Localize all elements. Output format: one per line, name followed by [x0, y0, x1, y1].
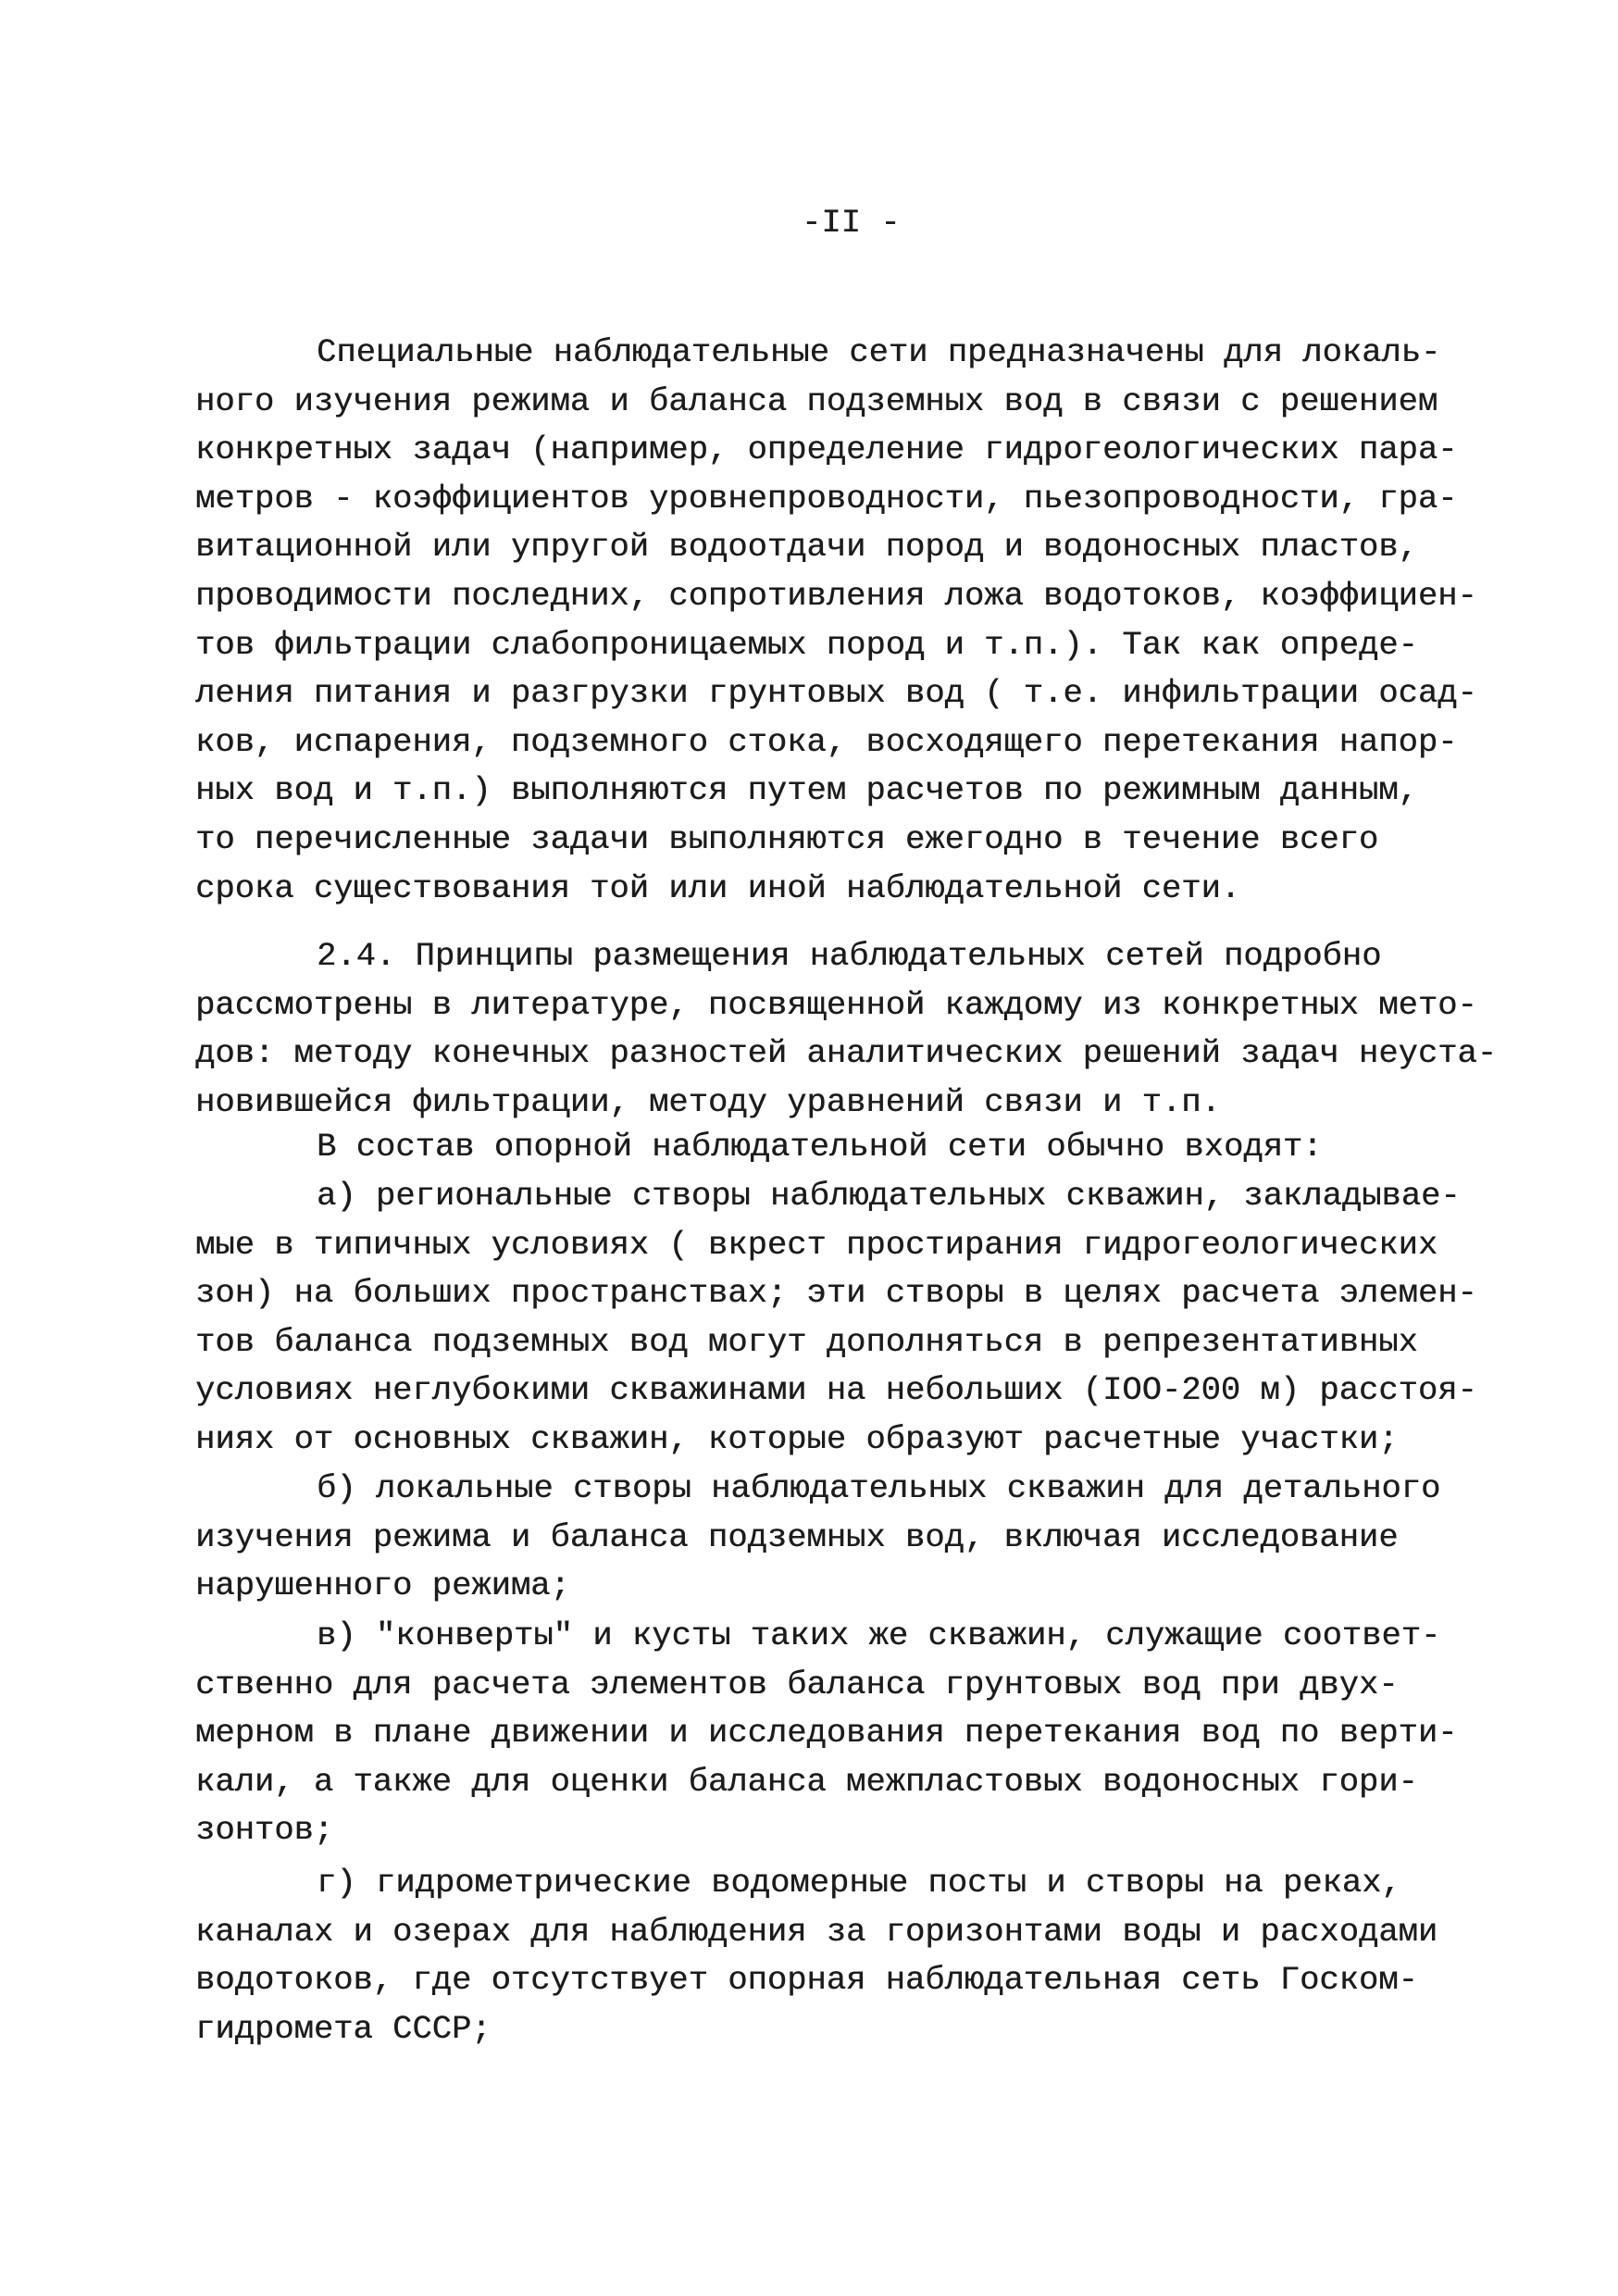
- text-line: зонтов;: [195, 1811, 334, 1850]
- list-item-a: [195, 1172, 1565, 1465]
- text-line: мерном в плане движении и исследования перетекания вод по верти-: [195, 1714, 1458, 1753]
- text-line: 2.4. Принципы размещения наблюдательных сетей подробно: [317, 937, 1382, 975]
- text-line: дов: методу конечных разностей аналитических решений задач неуста-: [195, 1034, 1498, 1073]
- text-line: ков, испарения, подземного стока, восходящего перетекания напор-: [195, 722, 1458, 761]
- text-line: срока существования той или иной наблюдательной сети.: [195, 868, 1241, 907]
- text-line: условиях неглубокими скважинами на небольших (IOO-200 м) расстоя-: [195, 1371, 1477, 1410]
- text-line: ниях от основных скважин, которые образуют расчетные участки;: [195, 1419, 1399, 1458]
- text-line: проводимости последних, сопротивления ложа водотоков, коэффициен-: [195, 576, 1477, 615]
- text-line: тов баланса подземных вод могут дополняться в репрезентативных: [195, 1322, 1418, 1361]
- text-line: ного изучения режима и баланса подземных вод в связи с решением: [195, 381, 1438, 420]
- text-line: новившейся фильтрации, методу уравнений связи и т.п.: [195, 1082, 1221, 1121]
- text-line: гидромета СССР;: [195, 2009, 492, 2048]
- text-line: мые в типичных условиях ( вкрест простирания гидрогеологических: [195, 1225, 1438, 1264]
- paragraph-composition-heading: [195, 1123, 1565, 1172]
- paragraph-special-networks: [195, 329, 1565, 913]
- text-line: ных вод и т.п.) выполняются путем расчетов по режимным данным,: [195, 771, 1418, 810]
- text-line: ственно для расчета элементов баланса грунтовых вод при двух-: [195, 1665, 1399, 1703]
- text-line: водотоков, где отсутствует опорная наблюдательная сеть Госком-: [195, 1961, 1418, 2000]
- text-line: кали, а также для оценки баланса межпластовых водоносных гори-: [195, 1762, 1418, 1801]
- text-line: каналах и озерах для наблюдения за горизонтами воды и расходами: [195, 1912, 1438, 1951]
- text-line: в) "конверты" и кусты таких же скважин, служащие соответ-: [317, 1616, 1441, 1654]
- paragraph-section-2-4: [195, 932, 1565, 1127]
- text-line: а) региональные створы наблюдательных скважин, закладывае-: [317, 1177, 1461, 1215]
- text-line: витационной или упругой водоотдачи пород и водоносных пластов,: [195, 528, 1418, 567]
- text-line: рассмотрены в литературе, посвященной каждому из конкретных мето-: [195, 985, 1477, 1024]
- text-line: метров - коэффициентов уровнепроводности, пьезопроводности, гра-: [195, 479, 1458, 518]
- page-number: -II -: [802, 204, 901, 242]
- text-line: тов фильтрации слабопроницаемых пород и т.п.). Так как опреде-: [195, 625, 1418, 664]
- text-line: то перечисленные задачи выполняются ежегодно в течение всего: [195, 819, 1379, 858]
- text-line: зон) на больших пространствах; эти створы в целях расчета элемен-: [195, 1274, 1477, 1313]
- text-line: Специальные наблюдательные сети предназначены для локаль-: [317, 333, 1441, 371]
- text-line: конкретных задач (например, определение гидрогеологических пара-: [195, 430, 1458, 469]
- list-item-v: [195, 1612, 1565, 1855]
- text-line: нарушенного режима;: [195, 1566, 570, 1605]
- text-line: изучения режима и баланса подземных вод, включая исследование: [195, 1517, 1399, 1556]
- list-item-g: [195, 1859, 1565, 2053]
- list-item-b: [195, 1465, 1565, 1611]
- text-line: В состав опорной наблюдательной сети обычно входят:: [317, 1128, 1323, 1166]
- text-line: б) локальные створы наблюдательных скважин для детального: [317, 1469, 1441, 1507]
- text-line: г) гидрометрические водомерные посты и створы на реках,: [317, 1864, 1401, 1902]
- text-line: ления питания и разгрузки грунтовых вод ( т.е. инфильтрации осад-: [195, 674, 1477, 713]
